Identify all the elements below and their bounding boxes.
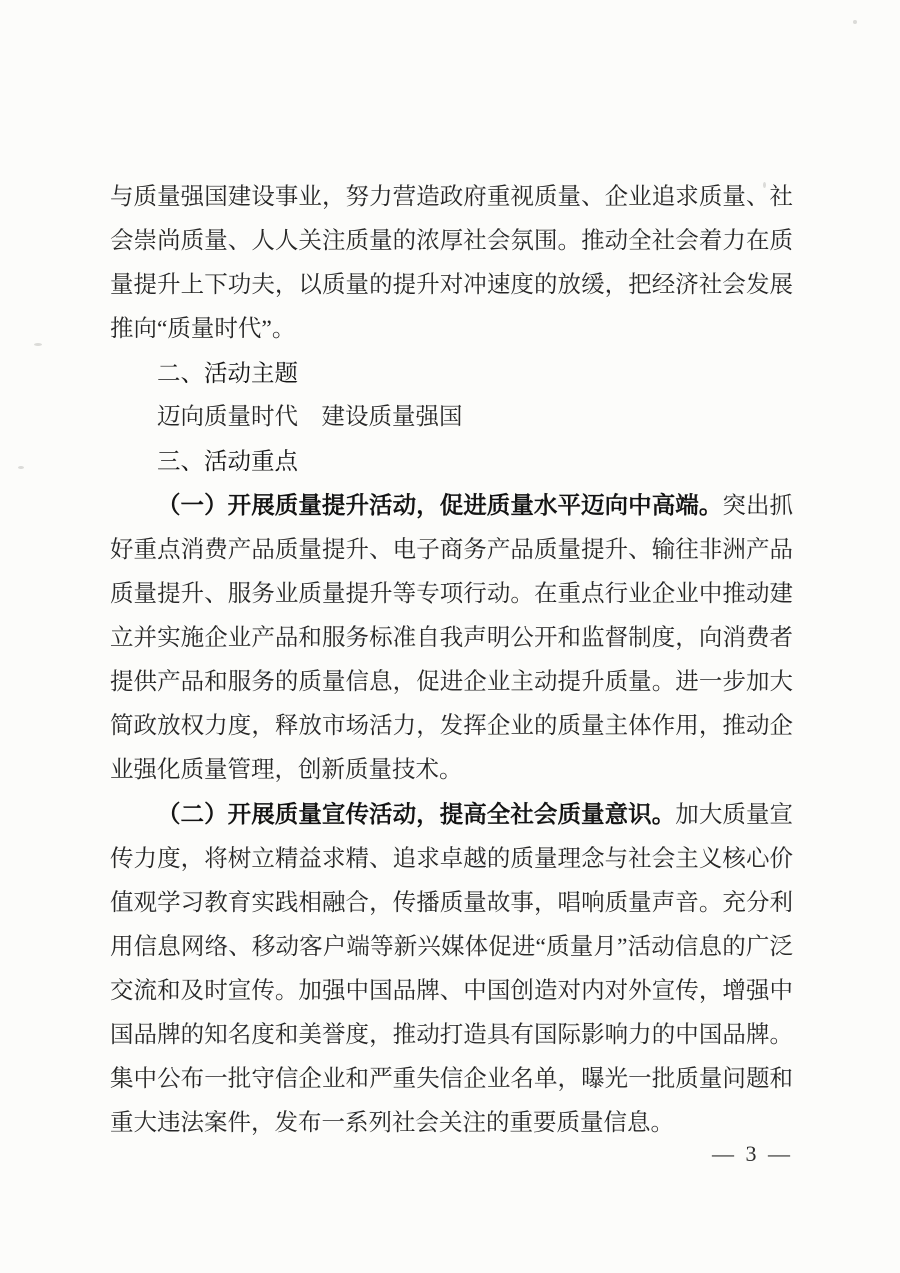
focus-item-1-lead: （一）开展质量提升活动，促进质量水平迈向中高端。 [157,492,723,518]
scan-speck [853,20,857,24]
section-heading-activity-theme: 二、活动主题 [157,360,298,386]
page-number: — 3 — [712,1141,793,1166]
focus-item-1-body: 突出抓好重点消费产品质量提升、电子商务产品质量提升、输往非洲产品质量提升、服务业质量提升等专项行动。在重点行业企业中推动建立并实施企业产品和服务标准自我声明公开和监督制度，向消费者提供产品和服务的质量信息，促进企业主动提升质量。进一步加大简政放权力度，释放市场活力，发挥企业的质量主体作用，推动企业强化质量管理，创新质量技术。 [110,493,794,783]
focus-item-2-body: 加大质量宣传力度，将树立精益求精、追求卓越的质量理念与社会主义核心价值观学习教育实践相融合，传播质量故事，唱响质量声音。充分利用信息网络、移动客户端等新兴媒体促进“质量月”活动信息的广泛交流和及时宣传。加强中国品牌、中国创造对内对外宣传，增强中国品牌的知名度和美誉度，推动打造具有国际影响力的中国品牌。集中公布一批守信企业和严重失信企业名单，曝光一批质量问题和重大违法案件，发布一系列社会关注的重要质量信息。 [110,802,794,1136]
focus-item-2-paragraph [110,792,793,1145]
scan-speck [34,343,42,346]
focus-item-2-lead: （二）开展质量宣传活动，提高全社会质量意识。 [157,801,676,827]
intro-paragraph: 与质量强国建设事业，努力营造政府重视质量、企业追求质量、社会崇尚质量、人人关注质量的浓厚社会氛围。推动全社会着力在质量提升上下功夫，以质量的提升对冲速度的放缓，把经济社会发展推向“质量时代”。 [110,184,793,342]
activity-theme-line: 迈向质量时代 建设质量强国 [157,404,463,430]
section-heading-activity-focus: 三、活动重点 [157,448,298,474]
focus-item-1-paragraph [110,483,793,792]
scan-speck [18,466,24,469]
document-body [110,175,793,1145]
